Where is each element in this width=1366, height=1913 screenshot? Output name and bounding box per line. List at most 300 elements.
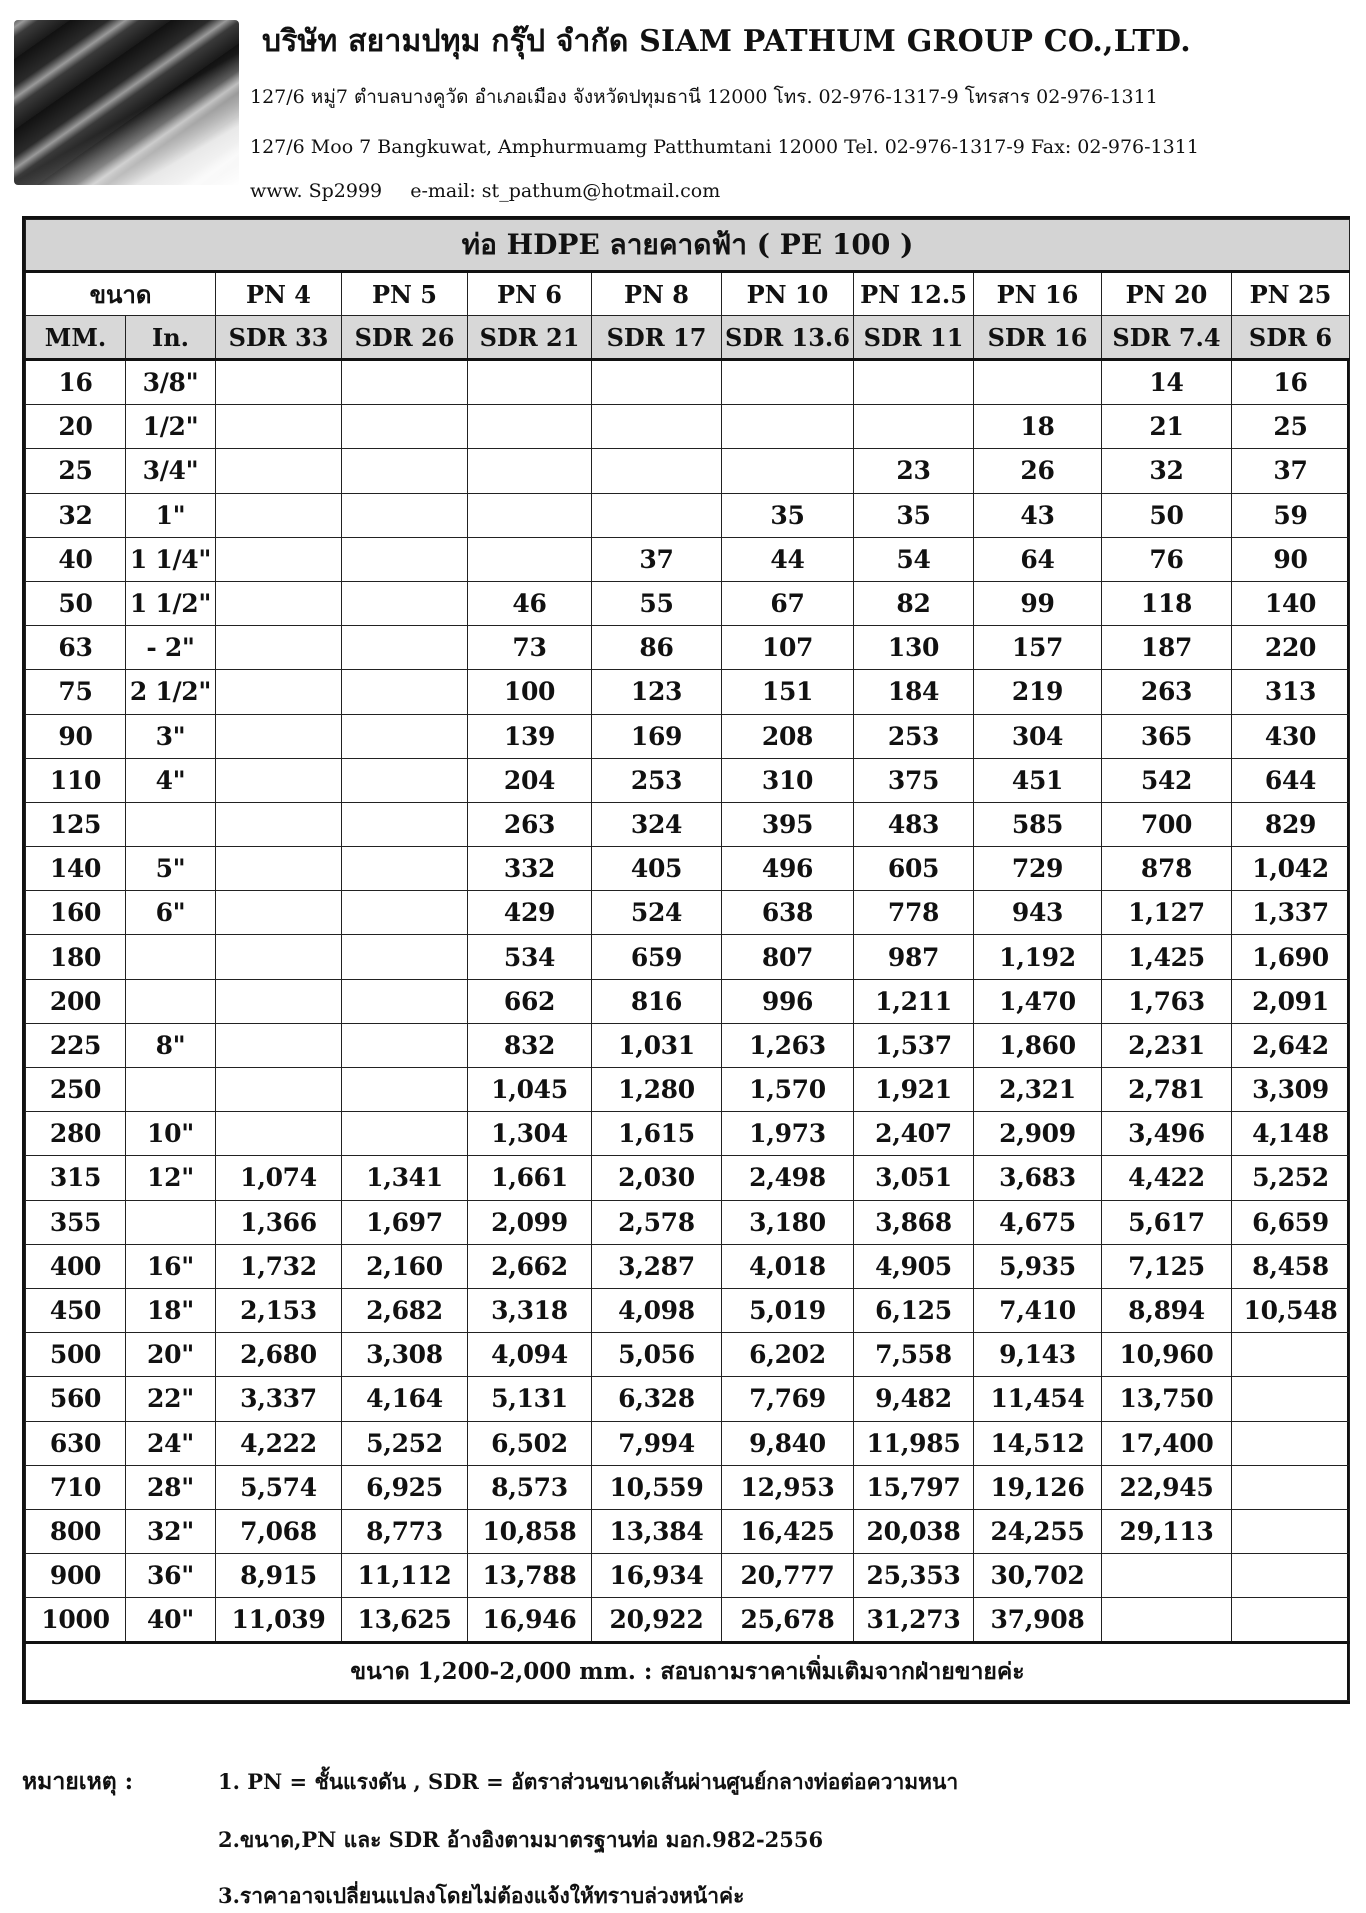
table-row — [26, 1288, 1350, 1332]
size-mm-cell: 560 — [26, 1377, 126, 1421]
price-cell: 2,321 — [974, 1068, 1102, 1112]
price-cell: 10,559 — [592, 1465, 722, 1509]
price-cell — [722, 449, 854, 493]
price-cell: 35 — [722, 493, 854, 537]
size-mm-cell: 630 — [26, 1421, 126, 1465]
size-inch-cell: 40" — [126, 1598, 216, 1643]
price-cell: 16,946 — [468, 1598, 592, 1643]
price-cell: 2,153 — [216, 1288, 342, 1332]
table-row — [26, 1112, 1350, 1156]
price-cell: 2,091 — [1232, 979, 1350, 1023]
price-cell: 1,280 — [592, 1068, 722, 1112]
price-cell — [342, 1112, 468, 1156]
price-cell — [216, 802, 342, 846]
price-cell: 700 — [1102, 802, 1232, 846]
price-cell: 82 — [854, 581, 974, 625]
price-cell: 8,773 — [342, 1509, 468, 1553]
price-cell: 55 — [592, 581, 722, 625]
size-mm-cell: 400 — [26, 1244, 126, 1288]
price-table-body — [26, 360, 1350, 1643]
price-cell: 204 — [468, 758, 592, 802]
price-cell: 9,840 — [722, 1421, 854, 1465]
price-cell: 5,131 — [468, 1377, 592, 1421]
price-cell — [216, 405, 342, 449]
price-cell: 10,960 — [1102, 1333, 1232, 1377]
table-row — [26, 360, 1350, 405]
table-footer-note: ขนาด 1,200-2,000 mm. : สอบถามราคาเพิ่มเติมจากฝ่ายขายค่ะ — [26, 1643, 1350, 1701]
price-cell: 542 — [1102, 758, 1232, 802]
sdr-header: SDR 13.6 — [722, 316, 854, 360]
price-cell — [342, 802, 468, 846]
size-inch-cell: 12" — [126, 1156, 216, 1200]
price-cell: 524 — [592, 891, 722, 935]
size-mm-cell: 355 — [26, 1200, 126, 1244]
price-cell: 430 — [1232, 714, 1350, 758]
price-cell: 1,537 — [854, 1023, 974, 1067]
pn-header: PN 5 — [342, 272, 468, 316]
table-row — [26, 1068, 1350, 1112]
table-title: ท่อ HDPE ลายคาดฟ้า ( PE 100 ) — [26, 220, 1350, 272]
table-row — [26, 1333, 1350, 1377]
price-cell: 1,921 — [854, 1068, 974, 1112]
price-cell: 4,018 — [722, 1244, 854, 1288]
price-cell: 1,690 — [1232, 935, 1350, 979]
price-cell: 3,308 — [342, 1333, 468, 1377]
price-cell — [342, 758, 468, 802]
price-cell: 4,905 — [854, 1244, 974, 1288]
table-row — [26, 802, 1350, 846]
price-cell: 1,366 — [216, 1200, 342, 1244]
company-name: บริษัท สยามปทุม กรุ๊ป จำกัด SIAM PATHUM GROUP CO.,LTD. — [262, 24, 1191, 59]
price-cell — [592, 360, 722, 405]
size-mm-cell: 180 — [26, 935, 126, 979]
price-cell — [216, 581, 342, 625]
mm-header: MM. — [26, 316, 126, 360]
price-cell: 73 — [468, 626, 592, 670]
sdr-header: SDR 6 — [1232, 316, 1350, 360]
price-cell: 90 — [1232, 537, 1350, 581]
table-row — [26, 1244, 1350, 1288]
price-cell — [216, 847, 342, 891]
price-cell: 2,407 — [854, 1112, 974, 1156]
price-cell — [342, 360, 468, 405]
price-cell: 8,915 — [216, 1554, 342, 1598]
price-cell — [216, 493, 342, 537]
price-cell — [342, 935, 468, 979]
price-cell: 1,763 — [1102, 979, 1232, 1023]
size-inch-cell — [126, 1200, 216, 1244]
price-cell: 534 — [468, 935, 592, 979]
price-cell: 7,410 — [974, 1288, 1102, 1332]
table-row — [26, 537, 1350, 581]
price-table-container — [22, 216, 1350, 1704]
price-cell: 67 — [722, 581, 854, 625]
price-cell: 5,617 — [1102, 1200, 1232, 1244]
note-item: 3.ราคาอาจเปลี่ยนแปลงโดยไม่ต้องแจ้งให้ทราบล่วงหน้าค่ะ — [218, 1883, 745, 1908]
price-cell: 169 — [592, 714, 722, 758]
price-cell: 324 — [592, 802, 722, 846]
size-mm-cell: 50 — [26, 581, 126, 625]
price-cell: 99 — [974, 581, 1102, 625]
price-cell: 43 — [974, 493, 1102, 537]
price-cell: 263 — [468, 802, 592, 846]
price-cell: 3,051 — [854, 1156, 974, 1200]
price-cell: 5,935 — [974, 1244, 1102, 1288]
price-cell: 1,304 — [468, 1112, 592, 1156]
price-cell: 6,125 — [854, 1288, 974, 1332]
price-cell — [216, 1023, 342, 1067]
email[interactable]: e-mail: st_pathum@hotmail.com — [410, 180, 721, 202]
price-cell: 1,211 — [854, 979, 974, 1023]
sdr-header: SDR 16 — [974, 316, 1102, 360]
price-cell: 35 — [854, 493, 974, 537]
price-cell — [342, 537, 468, 581]
table-row — [26, 626, 1350, 670]
price-cell: 157 — [974, 626, 1102, 670]
price-cell — [342, 714, 468, 758]
price-cell — [216, 449, 342, 493]
price-cell: 130 — [854, 626, 974, 670]
sdr-header: SDR 11 — [854, 316, 974, 360]
price-cell: 1,192 — [974, 935, 1102, 979]
price-cell: 451 — [974, 758, 1102, 802]
price-cell: 3,180 — [722, 1200, 854, 1244]
price-cell — [216, 758, 342, 802]
price-cell — [216, 360, 342, 405]
price-cell: 3,287 — [592, 1244, 722, 1288]
price-cell — [854, 405, 974, 449]
price-cell: 8,458 — [1232, 1244, 1350, 1288]
price-cell: 7,068 — [216, 1509, 342, 1553]
size-mm-cell: 450 — [26, 1288, 126, 1332]
price-cell: 59 — [1232, 493, 1350, 537]
price-cell: 11,985 — [854, 1421, 974, 1465]
price-cell — [1232, 1509, 1350, 1553]
price-cell: 1,263 — [722, 1023, 854, 1067]
price-cell: 605 — [854, 847, 974, 891]
price-cell: 365 — [1102, 714, 1232, 758]
price-cell: 6,502 — [468, 1421, 592, 1465]
price-cell — [854, 360, 974, 405]
size-mm-cell: 20 — [26, 405, 126, 449]
price-cell: 1,045 — [468, 1068, 592, 1112]
size-inch-cell: 1 1/2" — [126, 581, 216, 625]
size-mm-cell: 710 — [26, 1465, 126, 1509]
price-cell: 26 — [974, 449, 1102, 493]
table-row — [26, 449, 1350, 493]
price-cell: 3,318 — [468, 1288, 592, 1332]
table-row — [26, 405, 1350, 449]
price-cell — [216, 979, 342, 1023]
price-cell: 21 — [1102, 405, 1232, 449]
size-inch-cell: 8" — [126, 1023, 216, 1067]
price-cell: 50 — [1102, 493, 1232, 537]
price-cell: 585 — [974, 802, 1102, 846]
price-cell: 2,578 — [592, 1200, 722, 1244]
price-cell: 19,126 — [974, 1465, 1102, 1509]
price-cell: 1,570 — [722, 1068, 854, 1112]
size-mm-cell: 125 — [26, 802, 126, 846]
pn-header: PN 16 — [974, 272, 1102, 316]
pn-header: PN 8 — [592, 272, 722, 316]
website[interactable]: www. Sp2999 — [250, 180, 383, 202]
price-cell: 662 — [468, 979, 592, 1023]
size-mm-cell: 40 — [26, 537, 126, 581]
price-cell: 20,038 — [854, 1509, 974, 1553]
price-cell: 11,039 — [216, 1598, 342, 1643]
table-row — [26, 935, 1350, 979]
price-cell: 219 — [974, 670, 1102, 714]
price-cell: 8,894 — [1102, 1288, 1232, 1332]
price-cell: 4,422 — [1102, 1156, 1232, 1200]
price-cell: 5,574 — [216, 1465, 342, 1509]
pipe-photo — [14, 20, 239, 185]
price-cell — [216, 1068, 342, 1112]
price-cell: 1,074 — [216, 1156, 342, 1200]
table-row — [26, 891, 1350, 935]
price-cell — [342, 581, 468, 625]
price-cell: 996 — [722, 979, 854, 1023]
price-cell: 9,143 — [974, 1333, 1102, 1377]
price-cell: 54 — [854, 537, 974, 581]
price-cell: 496 — [722, 847, 854, 891]
price-cell: 4,098 — [592, 1288, 722, 1332]
price-cell: 11,112 — [342, 1554, 468, 1598]
price-cell: 816 — [592, 979, 722, 1023]
price-cell: 987 — [854, 935, 974, 979]
size-inch-cell: 4" — [126, 758, 216, 802]
price-cell: 16,425 — [722, 1509, 854, 1553]
size-inch-cell: 22" — [126, 1377, 216, 1421]
price-cell: 10,858 — [468, 1509, 592, 1553]
price-cell: 44 — [722, 537, 854, 581]
price-cell — [216, 1112, 342, 1156]
letterhead — [0, 0, 1366, 210]
price-cell: 13,625 — [342, 1598, 468, 1643]
price-cell: 123 — [592, 670, 722, 714]
price-cell: 2,781 — [1102, 1068, 1232, 1112]
size-inch-cell: 24" — [126, 1421, 216, 1465]
sdr-header: SDR 21 — [468, 316, 592, 360]
price-cell — [342, 1068, 468, 1112]
price-cell: 139 — [468, 714, 592, 758]
price-cell: 64 — [974, 537, 1102, 581]
price-cell: 2,099 — [468, 1200, 592, 1244]
price-cell: 20,922 — [592, 1598, 722, 1643]
price-cell — [342, 891, 468, 935]
price-cell: 24,255 — [974, 1509, 1102, 1553]
pn-header: PN 4 — [216, 272, 342, 316]
price-cell — [342, 626, 468, 670]
price-cell: 4,675 — [974, 1200, 1102, 1244]
price-cell: 30,702 — [974, 1554, 1102, 1598]
price-cell: 37,908 — [974, 1598, 1102, 1643]
price-cell: 18 — [974, 405, 1102, 449]
pn-header: PN 6 — [468, 272, 592, 316]
sdr-header: SDR 26 — [342, 316, 468, 360]
size-inch-cell — [126, 979, 216, 1023]
table-row — [26, 1200, 1350, 1244]
price-cell: 375 — [854, 758, 974, 802]
price-cell — [342, 847, 468, 891]
price-cell: 3,496 — [1102, 1112, 1232, 1156]
size-inch-cell: 10" — [126, 1112, 216, 1156]
price-cell: 3,683 — [974, 1156, 1102, 1200]
size-mm-cell: 250 — [26, 1068, 126, 1112]
table-row — [26, 1465, 1350, 1509]
size-inch-cell: - 2" — [126, 626, 216, 670]
table-row — [26, 670, 1350, 714]
price-cell — [216, 935, 342, 979]
price-cell: 2,680 — [216, 1333, 342, 1377]
price-cell — [1232, 1554, 1350, 1598]
price-cell — [468, 449, 592, 493]
price-cell: 16,934 — [592, 1554, 722, 1598]
size-inch-cell: 3/8" — [126, 360, 216, 405]
price-cell: 100 — [468, 670, 592, 714]
price-cell: 5,019 — [722, 1288, 854, 1332]
price-cell — [342, 670, 468, 714]
price-cell — [342, 449, 468, 493]
size-mm-cell: 900 — [26, 1554, 126, 1598]
price-cell: 37 — [1232, 449, 1350, 493]
sdr-header: SDR 7.4 — [1102, 316, 1232, 360]
price-cell: 151 — [722, 670, 854, 714]
price-cell: 2,662 — [468, 1244, 592, 1288]
price-cell: 1,661 — [468, 1156, 592, 1200]
size-inch-cell: 3/4" — [126, 449, 216, 493]
price-cell — [1232, 1377, 1350, 1421]
price-cell: 253 — [592, 758, 722, 802]
table-row — [26, 758, 1350, 802]
price-cell: 1,425 — [1102, 935, 1232, 979]
size-inch-cell: 36" — [126, 1554, 216, 1598]
price-cell: 659 — [592, 935, 722, 979]
price-cell: 4,222 — [216, 1421, 342, 1465]
price-cell: 13,788 — [468, 1554, 592, 1598]
table-row — [26, 493, 1350, 537]
table-row — [26, 1156, 1350, 1200]
price-cell: 25,678 — [722, 1598, 854, 1643]
table-row — [26, 1023, 1350, 1067]
size-inch-cell: 5" — [126, 847, 216, 891]
table-row — [26, 979, 1350, 1023]
price-cell: 8,573 — [468, 1465, 592, 1509]
price-cell — [216, 714, 342, 758]
price-cell: 829 — [1232, 802, 1350, 846]
price-cell — [342, 979, 468, 1023]
price-cell — [468, 360, 592, 405]
price-cell: 208 — [722, 714, 854, 758]
price-cell — [592, 449, 722, 493]
notes-title: หมายเหตุ : — [22, 1768, 134, 1795]
price-cell: 23 — [854, 449, 974, 493]
price-cell: 187 — [1102, 626, 1232, 670]
size-inch-cell: 16" — [126, 1244, 216, 1288]
size-mm-cell: 63 — [26, 626, 126, 670]
price-cell — [342, 405, 468, 449]
price-cell — [342, 493, 468, 537]
price-cell: 638 — [722, 891, 854, 935]
price-cell: 729 — [974, 847, 1102, 891]
size-mm-cell: 75 — [26, 670, 126, 714]
size-inch-cell: 1" — [126, 493, 216, 537]
price-cell: 5,252 — [1232, 1156, 1350, 1200]
price-cell: 7,558 — [854, 1333, 974, 1377]
pn-header: PN 20 — [1102, 272, 1232, 316]
price-cell: 20,777 — [722, 1554, 854, 1598]
price-cell — [1232, 1421, 1350, 1465]
price-cell: 778 — [854, 891, 974, 935]
price-cell: 310 — [722, 758, 854, 802]
price-cell: 86 — [592, 626, 722, 670]
price-cell: 3,309 — [1232, 1068, 1350, 1112]
price-cell: 107 — [722, 626, 854, 670]
price-cell: 943 — [974, 891, 1102, 935]
price-cell: 7,994 — [592, 1421, 722, 1465]
table-row — [26, 1377, 1350, 1421]
price-cell: 25,353 — [854, 1554, 974, 1598]
contact-line — [250, 180, 720, 202]
price-cell — [722, 360, 854, 405]
price-cell: 3,337 — [216, 1377, 342, 1421]
pn-header: PN 12.5 — [854, 272, 974, 316]
price-cell: 304 — [974, 714, 1102, 758]
size-inch-cell: 1/2" — [126, 405, 216, 449]
price-cell: 4,094 — [468, 1333, 592, 1377]
price-cell — [1232, 1598, 1350, 1643]
price-cell: 1,615 — [592, 1112, 722, 1156]
price-cell: 1,732 — [216, 1244, 342, 1288]
price-cell: 25 — [1232, 405, 1350, 449]
price-cell: 3,868 — [854, 1200, 974, 1244]
price-cell: 332 — [468, 847, 592, 891]
price-cell: 878 — [1102, 847, 1232, 891]
size-inch-cell — [126, 935, 216, 979]
price-cell — [468, 537, 592, 581]
size-mm-cell: 90 — [26, 714, 126, 758]
price-cell: 429 — [468, 891, 592, 935]
price-cell: 2,231 — [1102, 1023, 1232, 1067]
price-cell — [342, 1023, 468, 1067]
price-cell: 6,659 — [1232, 1200, 1350, 1244]
size-mm-cell: 1000 — [26, 1598, 126, 1643]
price-cell — [216, 537, 342, 581]
price-cell: 263 — [1102, 670, 1232, 714]
size-mm-cell: 140 — [26, 847, 126, 891]
price-cell: 14,512 — [974, 1421, 1102, 1465]
price-cell: 118 — [1102, 581, 1232, 625]
price-cell: 15,797 — [854, 1465, 974, 1509]
price-cell — [592, 493, 722, 537]
price-cell: 1,341 — [342, 1156, 468, 1200]
price-cell — [468, 405, 592, 449]
size-inch-cell: 32" — [126, 1509, 216, 1553]
price-cell: 11,454 — [974, 1377, 1102, 1421]
price-cell: 1,127 — [1102, 891, 1232, 935]
price-cell: 2,160 — [342, 1244, 468, 1288]
price-cell — [1232, 1333, 1350, 1377]
size-inch-cell — [126, 802, 216, 846]
size-mm-cell: 16 — [26, 360, 126, 405]
price-cell: 6,202 — [722, 1333, 854, 1377]
price-cell: 1,973 — [722, 1112, 854, 1156]
price-cell: 1,042 — [1232, 847, 1350, 891]
table-row — [26, 1509, 1350, 1553]
size-mm-cell: 280 — [26, 1112, 126, 1156]
price-cell: 395 — [722, 802, 854, 846]
price-cell: 14 — [1102, 360, 1232, 405]
